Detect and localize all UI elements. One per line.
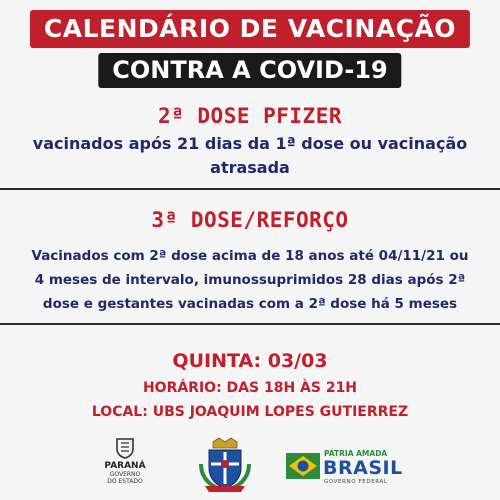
parana-logo [100, 436, 150, 496]
section-divider-2 [0, 323, 500, 325]
brasil-tagline: PÁTRIA AMADA [324, 449, 388, 458]
pfizer-description: vacinados após 21 dias da 1ª dose ou vacinação atrasada [32, 134, 468, 177]
brasil-flag-icon [286, 453, 320, 479]
campaign-title: CALENDÁRIO DE VACINAÇÃO [30, 10, 470, 48]
parana-sub-2: DO ESTADO [107, 478, 143, 485]
booster-line-1: Vacinados com 2ª dose acima de 18 anos até 04/11/21 ou [31, 248, 469, 264]
logo-strip [0, 436, 500, 496]
pfizer-heading: 2ª DOSE PFIZER [157, 104, 342, 128]
parana-sub-1: GOVERNO [109, 471, 141, 478]
booster-line-3: dose e gestantes vacinadas com a 2ª dose há 5 meses [42, 296, 458, 312]
parana-name: PARANÁ [104, 461, 146, 471]
brasil-name: BRASIL [323, 457, 403, 479]
campaign-subtitle: CONTRA A COVID-19 [98, 53, 401, 88]
brasil-federal-logo [286, 451, 406, 491]
coat-of-arms-icon [195, 436, 255, 496]
brasil-federal-sub: GOVERNO FEDERAL [324, 479, 388, 485]
municipal-coat-of-arms [195, 436, 255, 496]
section-divider-1 [0, 188, 500, 190]
parana-crest-icon [113, 436, 137, 460]
event-date: QUINTA: 03/03 [172, 350, 328, 372]
event-time: HORÁRIO: DAS 18H ÀS 21H [142, 380, 358, 396]
booster-line-2: 4 meses de intervalo, imunossuprimidos 28 dias após 2ª [34, 272, 466, 288]
event-location: LOCAL: UBS JOAQUIM LOPES GUTIERREZ [91, 404, 409, 420]
booster-heading: 3ª DOSE/REFORÇO [151, 208, 349, 232]
